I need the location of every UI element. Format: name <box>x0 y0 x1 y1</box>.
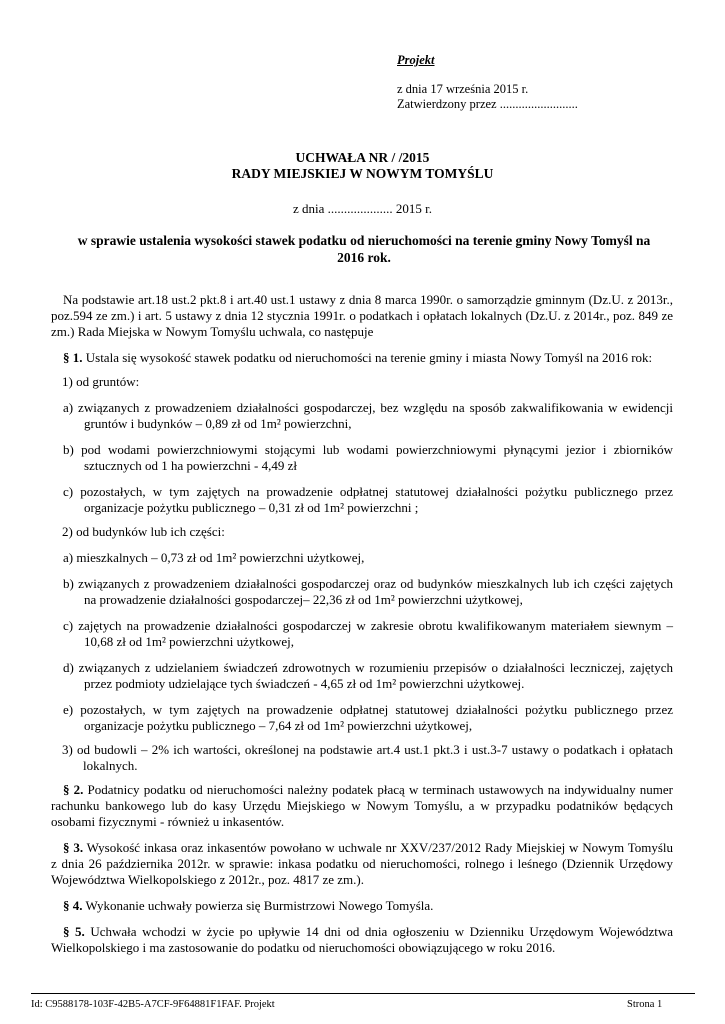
section-5-number: § 5. <box>63 924 85 939</box>
section-2-text: Podatnicy podatku od nieruchomości należny podatek płacą w terminach ustawowych na indywidualny numer rachunku bankowego lub do kasy Urzędu Miejskiego w Nowym Tomyślu, a w przypadku podatników będących osobami fizycznymi - również u inkasentów. <box>51 782 674 829</box>
subject-line-2: 2016 rok. <box>337 250 391 265</box>
approved-by: Zatwierdzony przez ......................... <box>397 97 578 111</box>
point-1c: c) pozostałych, w tym zajętych na prowadzenie odpłatnej statutowej działalności pożytku publicznego przez organizacje pożytku publicznego – 0,31 zł od 1m² powierzchni ; <box>63 484 673 515</box>
footer-divider <box>31 993 695 994</box>
section-5-text: Uchwała wchodzi w życie po upływie 14 dni od dnia ogłoszeniu w Dzienniku Urzędowym Województwa Wielkopolskiego i ma zastosowanie do podatku od nieruchomości obowiązującego w roku 2016. <box>51 924 673 955</box>
point-2c: c) zajętych na prowadzenie działalności gospodarczej w zakresie obrotu kwalifikowanym materiałem siewnym – 10,68 zł od 1m² powierzchni użytkowej, <box>63 618 673 649</box>
draft-date: z dnia 17 września 2015 r. <box>397 82 529 96</box>
point-2a: a) mieszkalnych – 0,73 zł od 1m² powierzchni użytkowej, <box>63 550 365 565</box>
section-1-number: § 1. <box>63 350 83 365</box>
section-2-number: § 2. <box>63 782 84 797</box>
council-name: RADY MIEJSKIEJ W NOWYM TOMYŚLU <box>231 166 494 181</box>
section-5 <box>51 924 673 956</box>
section-1-text: Ustala się wysokość stawek podatku od nieruchomości na terenie gminy i miasta Nowy Tomyśl na 2016 rok: <box>82 350 653 365</box>
resolution-date: z dnia .................... 2015 r. <box>292 201 432 216</box>
header-meta <box>397 82 578 112</box>
section-2 <box>51 782 673 830</box>
point-2b: b) związanych z prowadzeniem działalności gospodarczej oraz od budynków mieszkalnych lub ich części zajętych na prowadzenie działalności gospodarczej– 22,36 zł od 1m² powierzchni użytkowej, <box>63 576 673 607</box>
resolution-subject <box>64 232 664 266</box>
point-2: 2) od budynków lub ich części: <box>62 524 225 539</box>
resolution-body <box>51 292 673 956</box>
projekt-label: Projekt <box>397 53 435 67</box>
point-1: 1) od gruntów: <box>62 374 140 389</box>
intro-paragraph: Na podstawie art.18 ust.2 pkt.8 i art.40 ust.1 ustawy z dnia 8 marca 1990r. o samorządzie gminnym (Dz.U. z 2013r., poz.594 ze zm.) i art. 5 ustawy z dnia 12 stycznia 1991r. o podatkach i opłatach lokalnych (Dz.U. z 2014r., poz. 849 ze zm.) Rada Miejska w Nowym Tomyślu uchwala, co następuje <box>51 292 673 339</box>
resolution-title <box>0 150 725 182</box>
section-4 <box>51 898 673 914</box>
footer-document-id: Id: C9588178-103F-42B5-A7CF-9F64881F1FAF. Projekt <box>31 999 275 1010</box>
point-2e: e) pozostałych, w tym zajętych na prowadzenie odpłatnej statutowej działalności pożytku publicznego przez organizacje pożytku publicznego – 7,64 zł od 1m² powierzchni użytkowej, <box>63 702 673 733</box>
section-4-text: Wykonanie uchwały powierza się Burmistrzowi Nowego Tomyśla. <box>82 898 434 913</box>
section-1 <box>51 350 673 366</box>
section-3 <box>51 840 673 888</box>
point-1a: a) związanych z prowadzeniem działalności gospodarczej, bez względu na sposób zakwalifikowania w ewidencji gruntów i budynków – 0,89 zł od 1m² powierzchni, <box>63 400 673 431</box>
section-3-text: Wysokość inkasa oraz inkasentów powołano w uchwale nr XXV/237/2012 Rady Miejskiej w Nowym Tomyślu z dnia 26 października 2012r. w sprawie: inkasa podatku od nieruchomości, rolnego i leśnego (Dziennik Urzędowy Województwa Wielkopolskiego z 2012r., poz. 4817 ze zm.). <box>51 840 674 887</box>
subject-line-1: w sprawie ustalenia wysokości stawek podatku od nieruchomości na terenie gminy Nowy Tomyśl na <box>77 233 651 248</box>
point-3: 3) od budowli – 2% ich wartości, określonej na podstawie art.4 ust.1 pkt.3 i ust.3-7 ustawy o podatkach i opłatach lokalnych. <box>62 742 673 773</box>
resolution-number: UCHWAŁA NR / /2015 <box>295 150 430 165</box>
section-3-number: § 3. <box>63 840 84 855</box>
section-4-number: § 4. <box>63 898 83 913</box>
point-2d: d) związanych z udzielaniem świadczeń zdrowotnych w rozumieniu przepisów o działalności leczniczej, zajętych przez podmioty udzielające tych świadczeń - 4,65 zł od 1m² powierzchni użytkowej. <box>63 660 673 691</box>
point-1b: b) pod wodami powierzchniowymi stojącymi lub wodami powierzchniowymi płynącymi jezior i zbiorników sztucznych od 1 ha powierzchni - 4,49 zł <box>63 442 673 473</box>
footer-page-number: Strona 1 <box>627 999 663 1010</box>
